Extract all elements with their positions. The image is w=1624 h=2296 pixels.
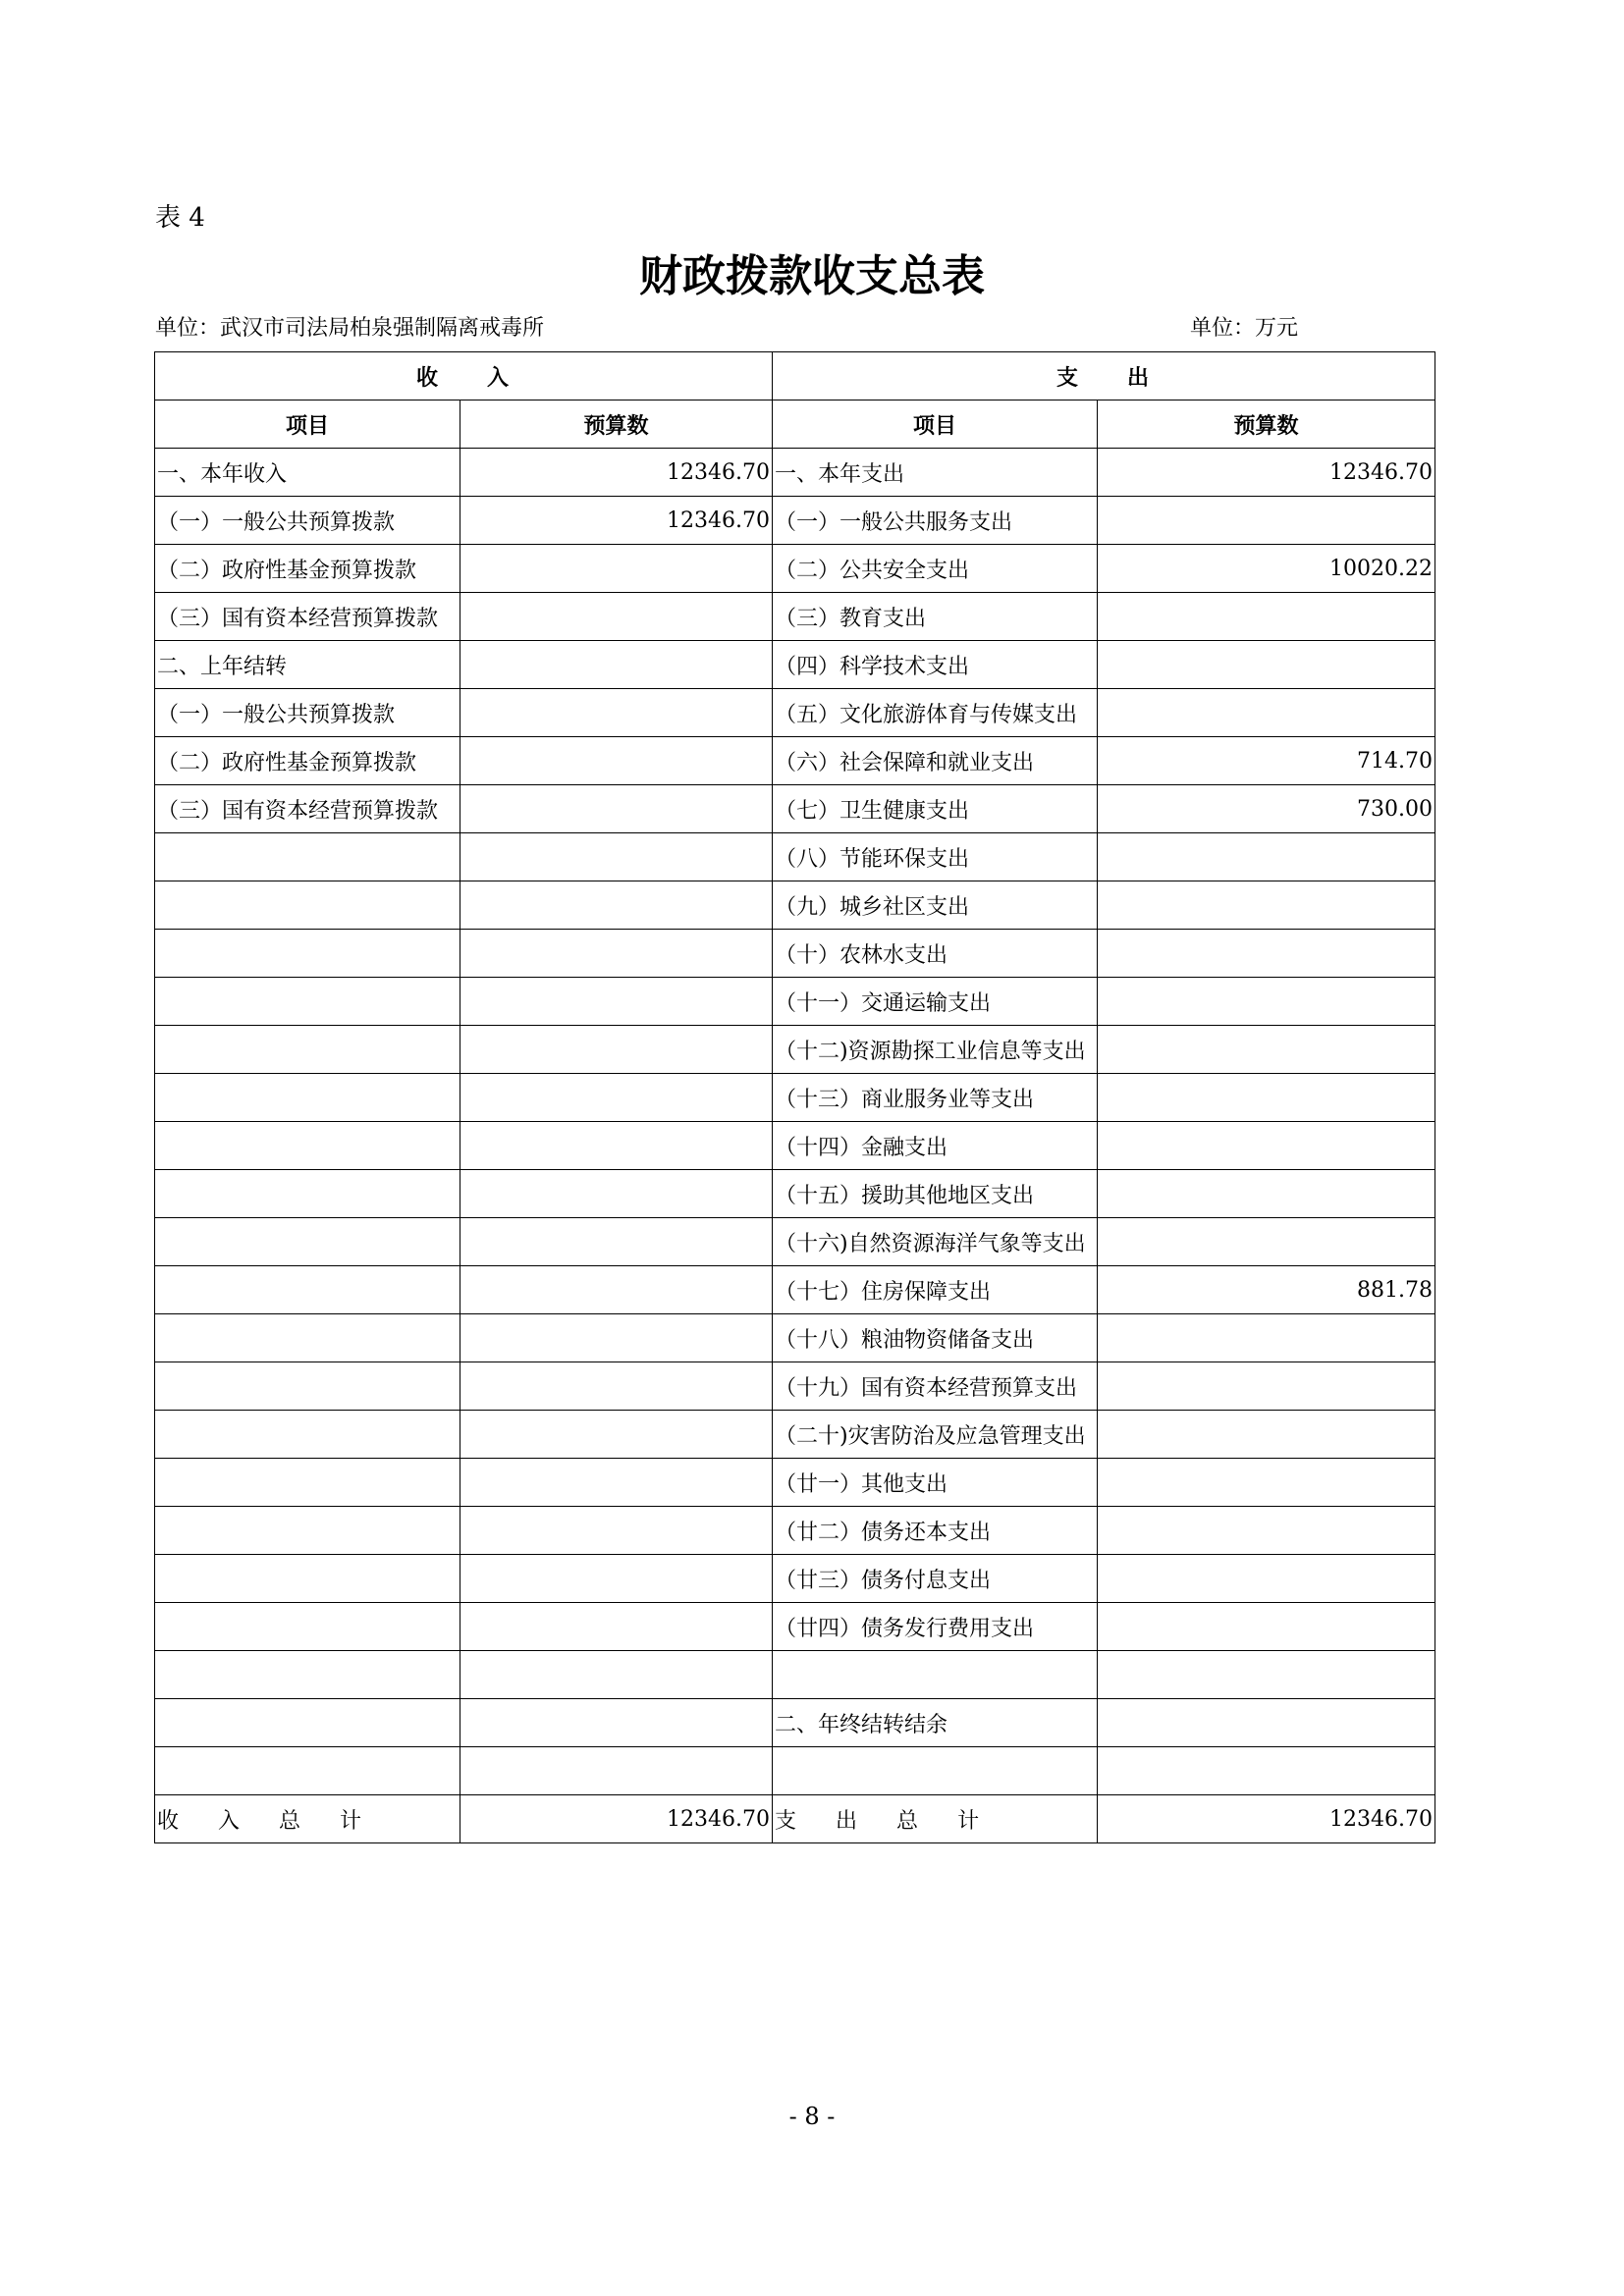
section-expense-header: 支 出 <box>773 352 1435 400</box>
income-amount-cell <box>460 1603 773 1651</box>
income-amount-cell <box>460 930 773 978</box>
income-amount-cell <box>460 545 773 593</box>
income-item-cell <box>155 1603 460 1651</box>
income-item-cell <box>155 1074 460 1122</box>
income-amount-cell <box>460 1170 773 1218</box>
income-item-cell: （一）一般公共预算拨款 <box>155 497 460 545</box>
expense-amount-cell: 730.00 <box>1098 785 1435 833</box>
expense-amount-cell <box>1098 1026 1435 1074</box>
expense-item-cell: （十五）援助其他地区支出 <box>773 1170 1098 1218</box>
table-row <box>155 593 1435 641</box>
table-row <box>155 1314 1435 1362</box>
income-amount-cell: 12346.70 <box>460 497 773 545</box>
total-income-label-char: 总 <box>279 1808 301 1834</box>
expense-amount-cell <box>1098 881 1435 930</box>
expense-amount-cell: 10020.22 <box>1098 545 1435 593</box>
expense-amount-cell <box>1098 1507 1435 1555</box>
income-amount-cell <box>460 593 773 641</box>
income-item-cell <box>155 1699 460 1747</box>
income-item-cell: （三）国有资本经营预算拨款 <box>155 785 460 833</box>
table-row <box>155 1122 1435 1170</box>
expense-item-cell: （四）科学技术支出 <box>773 641 1098 689</box>
table-row <box>155 1603 1435 1651</box>
expense-item-cell: （十三）商业服务业等支出 <box>773 1074 1098 1122</box>
expense-amount-cell <box>1098 978 1435 1026</box>
expense-amount-cell: 12346.70 <box>1098 449 1435 497</box>
expense-amount-cell <box>1098 689 1435 737</box>
table-row <box>155 1074 1435 1122</box>
income-item-cell <box>155 833 460 881</box>
total-expense-label <box>773 1795 1098 1843</box>
table-row <box>155 737 1435 785</box>
income-amount-cell <box>460 785 773 833</box>
income-amount-cell <box>460 833 773 881</box>
income-amount-cell <box>460 1122 773 1170</box>
expense-amount-cell <box>1098 641 1435 689</box>
income-item-cell <box>155 1459 460 1507</box>
table-row <box>155 1747 1435 1795</box>
total-income-label-char: 收 <box>157 1808 180 1834</box>
expense-amount-cell: 881.78 <box>1098 1266 1435 1314</box>
income-amount-cell <box>460 689 773 737</box>
income-amount-cell <box>460 881 773 930</box>
table-row <box>155 1699 1435 1747</box>
table-row <box>155 1266 1435 1314</box>
expense-item-cell: 一、本年支出 <box>773 449 1098 497</box>
income-item-cell <box>155 1170 460 1218</box>
income-amount-cell <box>460 1555 773 1603</box>
expense-item-cell: （二）公共安全支出 <box>773 545 1098 593</box>
expense-item-cell: （二十)灾害防治及应急管理支出 <box>773 1411 1098 1459</box>
expense-amount-cell <box>1098 1603 1435 1651</box>
table-number-label: 表 4 <box>155 203 205 233</box>
section-income-header: 收 入 <box>155 352 773 400</box>
expense-item-cell: （十八）粮油物资储备支出 <box>773 1314 1098 1362</box>
expense-item-cell: （六）社会保障和就业支出 <box>773 737 1098 785</box>
expense-amount-cell <box>1098 1699 1435 1747</box>
total-income-label-char: 计 <box>340 1808 362 1834</box>
table-row <box>155 978 1435 1026</box>
total-expense-label-char: 出 <box>836 1808 858 1834</box>
expense-item-cell: （三）教育支出 <box>773 593 1098 641</box>
income-item-cell <box>155 978 460 1026</box>
column-header-income-item: 项目 <box>155 400 460 449</box>
income-item-cell <box>155 930 460 978</box>
income-item-cell <box>155 1026 460 1074</box>
income-item-cell <box>155 1747 460 1795</box>
expense-item-cell: （十六)自然资源海洋气象等支出 <box>773 1218 1098 1266</box>
income-amount-cell <box>460 1651 773 1699</box>
expense-amount-cell <box>1098 1122 1435 1170</box>
income-item-cell <box>155 1362 460 1411</box>
column-header-income-amount: 预算数 <box>460 400 773 449</box>
income-amount-cell <box>460 978 773 1026</box>
expense-amount-cell <box>1098 1170 1435 1218</box>
table-row <box>155 1651 1435 1699</box>
expense-amount-cell <box>1098 593 1435 641</box>
total-row <box>155 1795 1435 1843</box>
income-amount-cell: 12346.70 <box>460 449 773 497</box>
expense-item-cell: 二、年终结转结余 <box>773 1699 1098 1747</box>
page-number: - 8 - <box>788 2103 836 2130</box>
expense-item-cell <box>773 1747 1098 1795</box>
table-row <box>155 689 1435 737</box>
page-title: 财政拨款收支总表 <box>639 251 985 301</box>
total-expense-label-char: 支 <box>775 1808 797 1834</box>
income-item-cell <box>155 1651 460 1699</box>
table-row <box>155 641 1435 689</box>
total-expense-amount: 12346.70 <box>1098 1795 1435 1843</box>
unit-organization-label: 单位：武汉市司法局柏泉强制隔离戒毒所 <box>155 316 545 341</box>
income-item-cell <box>155 1122 460 1170</box>
income-item-cell <box>155 1218 460 1266</box>
expense-item-cell: （廿二）债务还本支出 <box>773 1507 1098 1555</box>
total-expense-label-char: 计 <box>957 1808 980 1834</box>
income-item-cell: 二、上年结转 <box>155 641 460 689</box>
table-row <box>155 1026 1435 1074</box>
table-row <box>155 1555 1435 1603</box>
expense-item-cell <box>773 1651 1098 1699</box>
unit-currency-label: 单位：万元 <box>1190 316 1299 341</box>
income-item-cell: （一）一般公共预算拨款 <box>155 689 460 737</box>
income-amount-cell <box>460 1074 773 1122</box>
table-row <box>155 1411 1435 1459</box>
total-income-label-char: 入 <box>218 1808 241 1834</box>
table-row <box>155 1170 1435 1218</box>
income-item-cell <box>155 1314 460 1362</box>
expense-item-cell: （十）农林水支出 <box>773 930 1098 978</box>
expense-amount-cell <box>1098 1362 1435 1411</box>
expense-item-cell: （五）文化旅游体育与传媒支出 <box>773 689 1098 737</box>
table-row <box>155 1218 1435 1266</box>
expense-item-cell: （廿四）债务发行费用支出 <box>773 1603 1098 1651</box>
expense-amount-cell <box>1098 1555 1435 1603</box>
table-row <box>155 1362 1435 1411</box>
expense-amount-cell <box>1098 1074 1435 1122</box>
income-item-cell <box>155 1555 460 1603</box>
table-row <box>155 785 1435 833</box>
income-item-cell: （二）政府性基金预算拨款 <box>155 545 460 593</box>
expense-amount-cell <box>1098 1747 1435 1795</box>
income-item-cell <box>155 1411 460 1459</box>
income-amount-cell <box>460 1314 773 1362</box>
table-row <box>155 545 1435 593</box>
expense-amount-cell <box>1098 497 1435 545</box>
income-amount-cell <box>460 1411 773 1459</box>
income-amount-cell <box>460 1362 773 1411</box>
table-row <box>155 930 1435 978</box>
column-header-expense-amount: 预算数 <box>1098 400 1435 449</box>
expense-item-cell: （一）一般公共服务支出 <box>773 497 1098 545</box>
table-row <box>155 497 1435 545</box>
column-header-row <box>155 400 1435 449</box>
total-income-label <box>155 1795 460 1843</box>
column-header-expense-item: 项目 <box>773 400 1098 449</box>
table-row <box>155 1507 1435 1555</box>
income-amount-cell <box>460 1747 773 1795</box>
table-row <box>155 833 1435 881</box>
expense-amount-cell <box>1098 930 1435 978</box>
income-item-cell <box>155 881 460 930</box>
income-amount-cell <box>460 1507 773 1555</box>
total-income-amount: 12346.70 <box>460 1795 773 1843</box>
expense-item-cell: （十一）交通运输支出 <box>773 978 1098 1026</box>
expense-item-cell: （廿三）债务付息支出 <box>773 1555 1098 1603</box>
fiscal-budget-table <box>154 351 1435 1843</box>
expense-item-cell: （八）节能环保支出 <box>773 833 1098 881</box>
expense-item-cell: （十四）金融支出 <box>773 1122 1098 1170</box>
income-amount-cell <box>460 641 773 689</box>
expense-item-cell: （廿一）其他支出 <box>773 1459 1098 1507</box>
section-header-row <box>155 352 1435 400</box>
expense-amount-cell <box>1098 1651 1435 1699</box>
expense-item-cell: （七）卫生健康支出 <box>773 785 1098 833</box>
income-item-cell <box>155 1507 460 1555</box>
income-amount-cell <box>460 1026 773 1074</box>
income-item-cell <box>155 1266 460 1314</box>
expense-amount-cell <box>1098 833 1435 881</box>
expense-item-cell: （十七）住房保障支出 <box>773 1266 1098 1314</box>
income-item-cell: 一、本年收入 <box>155 449 460 497</box>
income-amount-cell <box>460 737 773 785</box>
expense-amount-cell <box>1098 1218 1435 1266</box>
expense-amount-cell <box>1098 1411 1435 1459</box>
income-amount-cell <box>460 1218 773 1266</box>
total-expense-label-char: 总 <box>896 1808 919 1834</box>
income-amount-cell <box>460 1266 773 1314</box>
income-item-cell: （三）国有资本经营预算拨款 <box>155 593 460 641</box>
table-row <box>155 881 1435 930</box>
table-row <box>155 1459 1435 1507</box>
expense-item-cell: （九）城乡社区支出 <box>773 881 1098 930</box>
expense-amount-cell <box>1098 1314 1435 1362</box>
expense-amount-cell: 714.70 <box>1098 737 1435 785</box>
expense-item-cell: （十二)资源勘探工业信息等支出 <box>773 1026 1098 1074</box>
table-row <box>155 449 1435 497</box>
expense-item-cell: （十九）国有资本经营预算支出 <box>773 1362 1098 1411</box>
income-item-cell: （二）政府性基金预算拨款 <box>155 737 460 785</box>
expense-amount-cell <box>1098 1459 1435 1507</box>
income-amount-cell <box>460 1459 773 1507</box>
income-amount-cell <box>460 1699 773 1747</box>
